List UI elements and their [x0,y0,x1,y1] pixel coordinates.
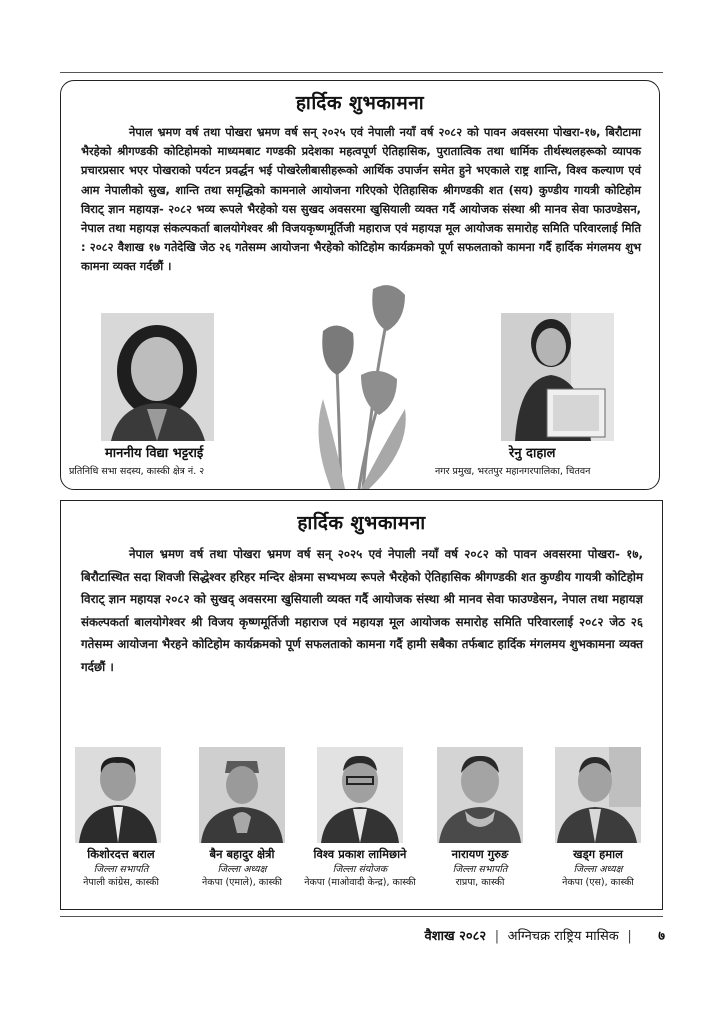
person-org: राप्रपा, कास्की [455,877,505,888]
greeting-paragraph: नेपाल भ्रमण वर्ष तथा पोखरा भ्रमण वर्ष सन् २०२५ एवं नेपाली नयाँ वर्ष २०८२ को पावन अवसरमा पोखरा- १७, बिरौटास्थित सदा शिवजी सिद्धेश्वर हरिहर मन्दिर क्षेत्रमा सभ्यभव्य रूपले भैरहेको ऐतिहासिक श्रीगण्डकी शत कुण्डीय गायत्री कोटिहोम विराट् ज्ञान महायज्ञ २०८२ को सुखद् अवसरमा खुसियाली व्यक्त गर्दै आयोजक संस्था श्री मानव सेवा फाउण्डेसन, नेपाल तथा महायज्ञ संकल्पकर्ता बालयोगेश्वर श्री विजय कृष्णमूर्तिजी महाराज एवं महायज्ञ मूल आयोजक समारोह समिति परिवारलाई २०८२ जेठ २६ गतेसम्म आयोजना भैरहने कोटिहोम कार्यक्रमको पूर्ण सफलताको कामना गर्दै हामी सबैका तर्फबाट हार्दिक मंगलमय शुभकामना व्यक्त गर्दछौं । [81,547,643,674]
portrait-photo-6 [437,747,523,843]
person-name: किशोरदत्त बराल [87,847,155,861]
person-name: खड्ग हमाल [573,847,623,861]
greeting-box-2 [60,500,663,910]
portrait-photo-7 [555,747,641,843]
person-role: जिल्ला अध्यक्ष [573,864,623,875]
person-role-2: नगर प्रमुख, भरतपुर महानगरपालिका, चितवन [435,466,591,477]
person-name-1: माननीय विद्या भट्टराई [105,446,204,461]
person-org: नेपाली कांग्रेस, कास्की [83,877,159,888]
person-name: बैन बहादुर क्षेत्री [209,847,275,861]
section-title: हार्दिक शुभकामना [295,92,425,114]
magazine-name: अग्निचक्र राष्ट्रिय मासिक [507,929,619,944]
portrait-photo-1 [101,313,214,441]
person-role: जिल्ला अध्यक्ष [217,864,267,875]
person-role-1: प्रतिनिधि सभा सदस्य, कास्की क्षेत्र नं. २ [69,466,205,477]
greeting-box-1 [60,80,660,490]
person-name: विश्व प्रकाश लामिछाने [313,847,407,861]
divider: | [627,929,632,944]
person-org: नेकपा (माओवादी केन्द्र), कास्की [304,877,416,888]
tulip-illustration [301,279,421,489]
portrait-photo-4 [199,747,285,843]
person-card-6 [420,847,540,888]
person-role: जिल्ला संयोजक [332,864,388,875]
page-footer [425,926,665,944]
person-role: जिल्ला सभापति [93,864,149,875]
bottom-rule [60,916,663,917]
section-title: हार्दिक शुभकामना [297,512,426,534]
person-role: जिल्ला सभापति [452,864,508,875]
person-name-2: रेनु दाहाल [509,446,556,461]
person-card-5 [300,847,420,888]
person-card-4 [182,847,302,888]
portrait-photo-3 [75,747,161,843]
person-card-3 [61,847,181,888]
person-org: नेकपा (एस), कास्की [562,877,634,888]
portrait-photo-5 [317,747,403,843]
page-number: ७ [658,929,665,944]
person-name: नारायण गुरुङ [451,847,509,861]
top-rule [60,72,663,73]
issue-date: वैशाख २०८२ [424,929,487,944]
person-org: नेकपा (एमाले), कास्की [202,877,282,888]
portrait-photo-2 [501,313,614,441]
greeting-paragraph: नेपाल भ्रमण वर्ष तथा पोखरा भ्रमण वर्ष सन् २०२५ एवं नेपाली नयाँ वर्ष २०८२ को पावन अवसरमा पोखरा-१७, बिरौटामा भैरहेको श्रीगण्डकी कोटिहोमको माध्यमबाट गण्डकी प्रदेशका महत्वपूर्ण ऐतिहासिक, पुरातात्विक तथा धार्मिक तीर्थस्थलहरूको व्यापक प्रचारप्रसार भएर पोखराको पर्यटन प्रवर्द्धन भई पोखरेलीबासीहरूको आर्थिक उपार्जन समेत हुने भएकाले राष्ट्र शान्ति, विश्व कल्याण एवं आम नेपालीको सुख, शान्ति तथा समृद्धिको कामनाले आयोजना गरिएको ऐतिहासिक श्रीगण्डकी शत (सय) कुण्डीय गायत्री कोटिहोम विराट् ज्ञान महायज्ञ- २०८२ भव्य रूपले भैरहेको यस सुखद अवसरमा खुसियाली व्यक्त गर्दै आयोजक संस्था श्री मानव सेवा फाउण्डेसन, नेपाल तथा महायज्ञ संकल्पकर्ता बालयोगेश्वर श्री विजयकृष्णमूर्तिजी महाराज एवं महायज्ञ मूल आयोजक समारोह समिति परिवारलाई मिति : २०८२ वैशाख १७ गतेदेखि जेठ २६ गतेसम्म आयोजना भैरहेको कोटिहोम कार्यक्रमको पूर्ण सफलताको कामना गर्दै हार्दिक मंगलमय शुभ कामना व्यक्त गर्दछौं । [81,125,641,274]
person-card-7 [538,847,658,888]
divider: | [494,929,500,944]
